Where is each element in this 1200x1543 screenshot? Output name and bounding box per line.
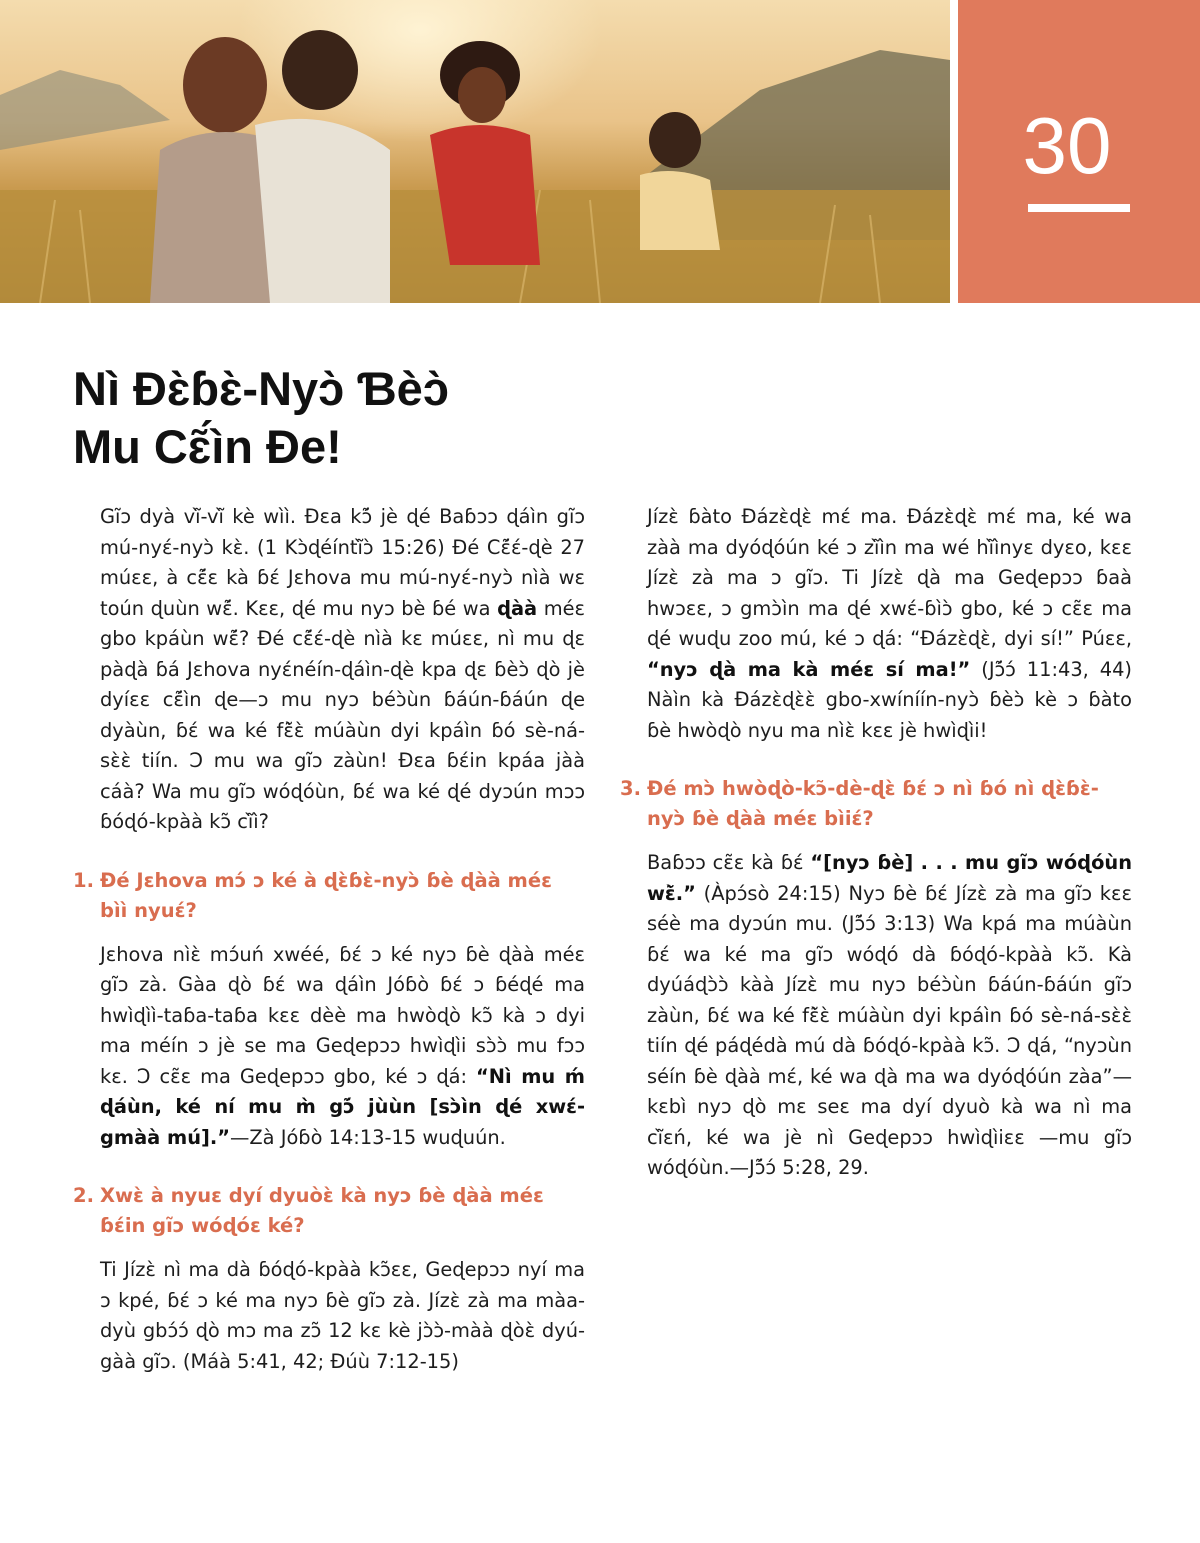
- lesson-number: 30: [1022, 101, 1112, 190]
- title-line-2: Mu Cɛ̃́ìn Ɖe!: [73, 420, 342, 473]
- question-2-heading: [73, 1181, 585, 1241]
- question-1-heading: [73, 866, 585, 926]
- q3-text-2: (Àpɔ́sò 24:15) Nyɔ ɓè ɓɛ́ Jízɛ̀ zà ma gĩɔ kɛɛ séè ma dyɔún mu. (Jɔ̃́ɔ́ 3:13) Wa kpá ma múàùn ɓɛ́ wa ké ma gĩɔ wóɖó dà ɓóɖó-kpàà kɔ̃. Kà dyúáɖɔ̀ɔ̀ kàà Jízɛ̀ mu nyɔ béɔ̀ùn ɓáún-ɓáún gĩɔ zàùn, ɓɛ́ wa ké fɛ̃̀ɛ̀ múàùn dyi kpáìn ɓó sè-ná-sɛ̀ɛ̀ tiín ɖé páɖédà mú dà ɓóɖó-kpàà kɔ̃. Ɔ ɖá, “nyɔùn séín ɓè ɖàà mɛ́, ké wa ɖà ma wa dyóɖóún zàa”—kɛbì nyɔ ɖò mɛ seɛ ma dyí dyuò kà wa nì ma cĩ̀ɛń, ké wa jè nì Geɖepɔɔ hwìɖìiɛɛ —mu gĩɔ wóɖóùn.—Jɔ̃́ɔ́ 5:28, 29.: [647, 881, 1132, 1179]
- hero-photo: [0, 0, 950, 303]
- family-photo-illustration: [0, 0, 950, 303]
- question-3-number: 3.: [620, 777, 641, 800]
- intro-bold: ɖàà: [497, 596, 538, 620]
- left-column: [73, 502, 585, 1405]
- intro-paragraph: [100, 502, 585, 838]
- intro-text: Gĩɔ dyà vĩ̀-vĩ̀ kè wìì. Ɖɛa kɔ̃́ jè ɖé Baɓɔɔ ɖáìn gĩɔ mú-nyɛ́-nyɔ̀ kɛ̀. (1 Kɔ̀ɖéíntĩ̀ɔ̀ 15:26) Ɖé Cɛ̃́ɛ́-ɖè 27 múɛɛ, à cɛ̃́ɛ kà ɓɛ́ Jɛhova mu mú-nyɛ́-nyɔ̀ nìà wɛ toún ɖuùn wɛ̃́. Kɛɛ, ɖé mu nyɔ bè ɓé wa: [100, 505, 585, 620]
- lesson-number-box: [958, 0, 1200, 303]
- title-line-1: Nì Ɖɛ̀ɓɛ̀-Nyɔ̀ Ɓèɔ̀: [73, 362, 449, 415]
- question-2-paragraph: [100, 1255, 585, 1377]
- q3-bold: “[nyɔ ɓè] . . . mu gĩɔ wóɖóùn wɛ̃̀.”: [647, 851, 1132, 905]
- q2-cont: Jízɛ̀ ɓàto Ɖázɛ̀ɖɛ̀ mɛ́ ma. Ɖázɛ̀ɖɛ̀ mɛ́ ma, ké wa zàà ma dyóɖóún ké ɔ zĩ̀ìn ma wé hĩ̀ìnyɛ dyɛo, kɛɛ Jízɛ̀ zà ma ɔ gĩɔ. Ti Jízɛ̀ ɖà ma Geɖepɔɔ ɓaà hwɔɛɛ, ɔ gmɔ̀ìn ma ɖé xwɛ́-ɓìɔ̀ gbo, ké ɔ cɛ̃ɛ ma ɖé wuɖu zoo mú, ké ɔ ɖá: “Ɖázɛ̀ɖɛ̀, dyi sí!” Púɛɛ,: [647, 505, 1132, 650]
- question-1-text: Ɖé Jɛhova mɔ́ ɔ ké à ɖɛ̀ɓɛ̀-nyɔ̀ ɓè ɖàà méɛ bìì nyuɛ́?: [100, 868, 552, 922]
- q1-text: Jɛhova nìɛ̀ mɔ́uń xwéé, ɓɛ́ ɔ ké nyɔ ɓè ɖàà méɛ gĩɔ zà. Gàa ɖò ɓɛ́ wa ɖáìn Jóɓò ɓɛ́ ɔ ɓéɖé ma hwìɖìì-taɓa-taɓa kɛɛ dèè ma hwòɖò kɔ̃ kà ɔ dyi ma méín ɔ jè se ma Geɖepɔɔ hwìɖìi sɔ̀ɔ̀ mu fɔɔ kɛ. Ɔ cɛ̃ɛ ma Geɖepɔɔ gbo, ké ɔ ɖá:: [100, 942, 585, 1088]
- intro-text-2: méɛ gbo kpáùn wɛ̃́? Ɖé cɛ̃́ɛ́-ɖè nìà kɛ múɛɛ, nì mu ɖɛ pàɖà ɓá Jɛhova nyɛ́néín-ɖáìn-ɖè kpa ɖɛ ɓèɔ̀ ɖò jè dyíɛɛ cɛ̃́ìn ɖe—ɔ mu nyɔ béɔ̀ùn ɓáún-ɓáún ɖe dyàùn, ɓɛ́ wa ké fɛ̃̀ɛ̀ múàùn dyi kpáìn ɓó sè-ná-sɛ̀ɛ̀ tiín. Ɔ mu wa gĩɔ zàùn! Ɖɛa ɓɛ́in kpáa jàà cáà? Wa mu gĩɔ wóɖóùn, ɓɛ́ wa ké ɖé dyɔún mɔɔ ɓóɖó-kpàà kɔ̃ cĩ̀ì?: [100, 596, 586, 833]
- question-3-heading: [620, 774, 1132, 834]
- q2-text-2: (Jɔ̃́ɔ́ 11:43, 44) Nàìn kà Ɖázɛ̀ɖɛ̀ɛ̀ gbo-xwíníín-nyɔ̀ ɓèɔ̀ kè ɔ ɓàto ɓè hwòɖò nyu ma nìɛ̀ kɛɛ jè hwìɖìi!: [647, 657, 1132, 742]
- q1-quote: “Nì mu ḿ ɖáùn, ké ní mu m̀ gɔ̃́ jùùn [sɔ̀ìn ɖé xwɛ́-gmàà mú].”: [100, 1064, 585, 1149]
- q2-bold: “nyɔ ɖà ma kà méɛ sí ma!”: [647, 657, 971, 681]
- question-3-text: Ɖé mɔ̀ hwòɖò-kɔ̃-dè-ɖɛ̀ ɓɛ́ ɔ nì ɓó nì ɖɛ̀ɓɛ̀-nyɔ̀ ɓè ɖàà méɛ bìiɛ́?: [647, 777, 1099, 830]
- page-title: [73, 360, 773, 476]
- question-1-paragraph: [100, 940, 585, 1154]
- q3-text: Baɓɔɔ cɛ̃ɛ kà ɓɛ́: [647, 851, 811, 874]
- q1-reference: —Zà Jóɓò 14:13-15 wuɖuún.: [230, 1125, 506, 1149]
- question-2-continued: [647, 502, 1132, 746]
- question-2-text: Xwɛ̀ à nyuɛ dyí dyuòɛ̀ kà nyɔ ɓè ɖàà méɛ ɓɛ́in gĩɔ wóɖóɛ ké?: [100, 1184, 544, 1237]
- lesson-number-rule: [1028, 204, 1130, 212]
- question-2-number: 2.: [73, 1184, 94, 1207]
- question-1-number: 1.: [73, 868, 94, 892]
- q2-text: Ti Jízɛ̀ nì ma dà ɓóɖó-kpàà kɔ̃ɛɛ, Geɖepɔɔ nyí ma ɔ kpé, ɓɛ́ ɔ ké ma nyɔ ɓè gĩɔ zà. Jízɛ̀ zà ma màa-dyù gbɔ́ɔ́ ɖò mɔ ma zɔ̃ 12 kɛ kè jɔ̀ɔ̀-màà ɖòɛ̀ dyú-gàà gĩɔ. (Máà 5:41, 42; Ɖúù 7:12-15): [100, 1258, 585, 1373]
- right-column: [620, 502, 1132, 1212]
- question-3-paragraph: [647, 848, 1132, 1184]
